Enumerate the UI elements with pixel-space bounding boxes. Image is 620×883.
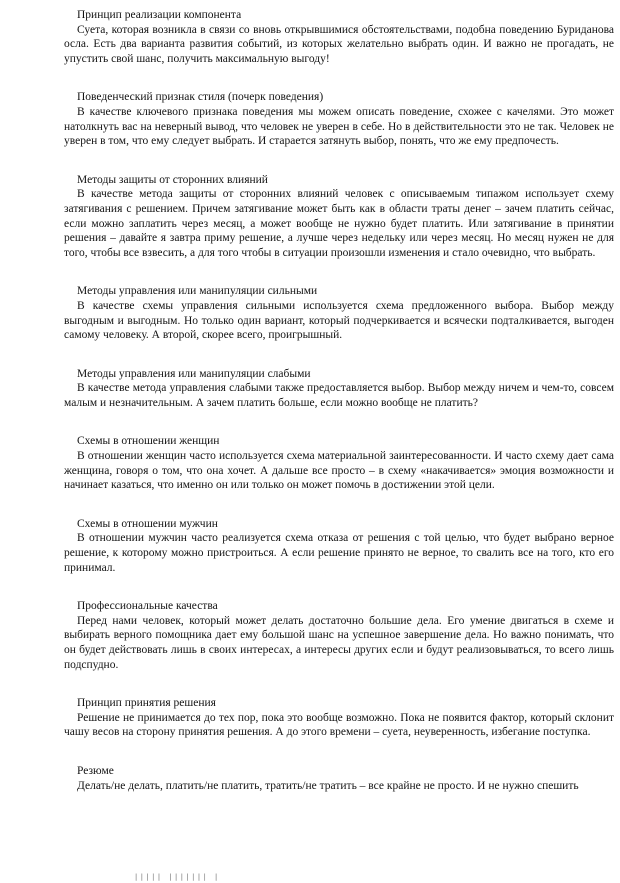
section-heading: Профессиональные качества [77, 600, 218, 613]
paragraph: В качестве схемы управления сильными используется схема предложенного выбора. Выбор между выгодным и выгодным. Но только один вариант, который подчеркивается и всячески подталкивается, выгоден самому человеку. А второй, скорее всего, проигрышный. [64, 299, 614, 342]
section-heading: Методы управления или манипуляции сильными [77, 285, 318, 298]
section-heading: Схемы в отношении женщин [77, 435, 220, 448]
section-heading: Методы защиты от сторонних влияний [77, 173, 268, 186]
paragraph: Делать/не делать, платить/не платить, тратить/не тратить – все крайне не просто. И не нужно спешить [77, 779, 579, 792]
section-heading: Схемы в отношении мужчин [77, 517, 218, 530]
section-heading: Принцип реализации компонента [77, 9, 242, 21]
paragraph: В качестве ключевого признака поведения мы можем описать поведение, схожее с качелями. Это может натолкнуть вас на неверный вывод, что человек не уверен в себе. Но в действительности это не так. Человек не уверен в том, что ему следует выбрать. И старается затянуть выбор, понять, что же ему предпочесть. [64, 105, 614, 148]
section-heading: Поведенческий признак стиля (почерк поведения) [77, 91, 324, 104]
paragraph: В отношении женщин часто используется схема материальной заинтересованности. И часто схему дает сама женщина, говоря о том, что она хочет. А дальше все просто – в схему «накачивается» эмоция возможности и начинает казаться, что именно он или только он может помочь в достижении этой цели. [64, 450, 614, 492]
site-watermark-text [0, 762, 1, 879]
section-heading: Методы управления или манипуляции слабыми [77, 367, 311, 380]
watermark-barcode: ||||| ||||||| | [134, 873, 220, 881]
section-heading: Резюме [77, 764, 114, 777]
section-heading: Принцип принятия решения [77, 697, 216, 710]
paragraph: В качестве метода управления слабыми также предоставляется выбор. Выбор между ничем и чем-то, совсем малым и незначительным. А зачем платить больше, если можно вообще не платить? [64, 382, 614, 409]
paragraph: В отношении мужчин часто реализуется схема отказа от решения с той целью, что будет выбрано верное решение, к которому можно пристроиться. А если решение принято не верное, то свалить все на того, кто его принимал. [64, 532, 614, 574]
paragraph: Перед нами человек, который может делать достаточно большие дела. Его умение двигаться в схеме и выбирать верного помощника дает ему большой шанс на успешное завершение дела. Но важно понимать, что он будет действовать лишь в своих интересах, а интересы других если и будут реализовываться, то всего лишь подспудно. [64, 614, 614, 671]
paragraph: В качестве метода защиты от сторонних влияний человек с описываемым типажом использует схему затягивания с решением. Причем затягивание может быть как в области траты денег – зачем платить сейчас, если можно заплатить через месяц, а может вообще не нужно будет платить. Или затягивание в принятии решения – давайте я завтра приму решение, а лучше через недельку или через месяц. Но месяц нужен не для того, чтобы все взвесить, а для того чтобы в ситуации произошли изменения и стало очевидно, что выбрать. [64, 188, 614, 259]
paragraph: Решение не принимается до тех пор, пока это вообще возможно. Пока не появится фактор, который склонит чашу весов на сторону принятия решения. А до этого времени – суета, неуверенность, избегание поступка. [64, 711, 614, 739]
paragraph: Суета, которая возникла в связи со вновь открывшимися обстоятельствами, подобна поведению Буриданова осла. Есть два варианта развития событий, из которых желательно выбрать один. И важно не прогадать, не упустить свой шанс, получить максимальную выгоду! [64, 23, 614, 65]
